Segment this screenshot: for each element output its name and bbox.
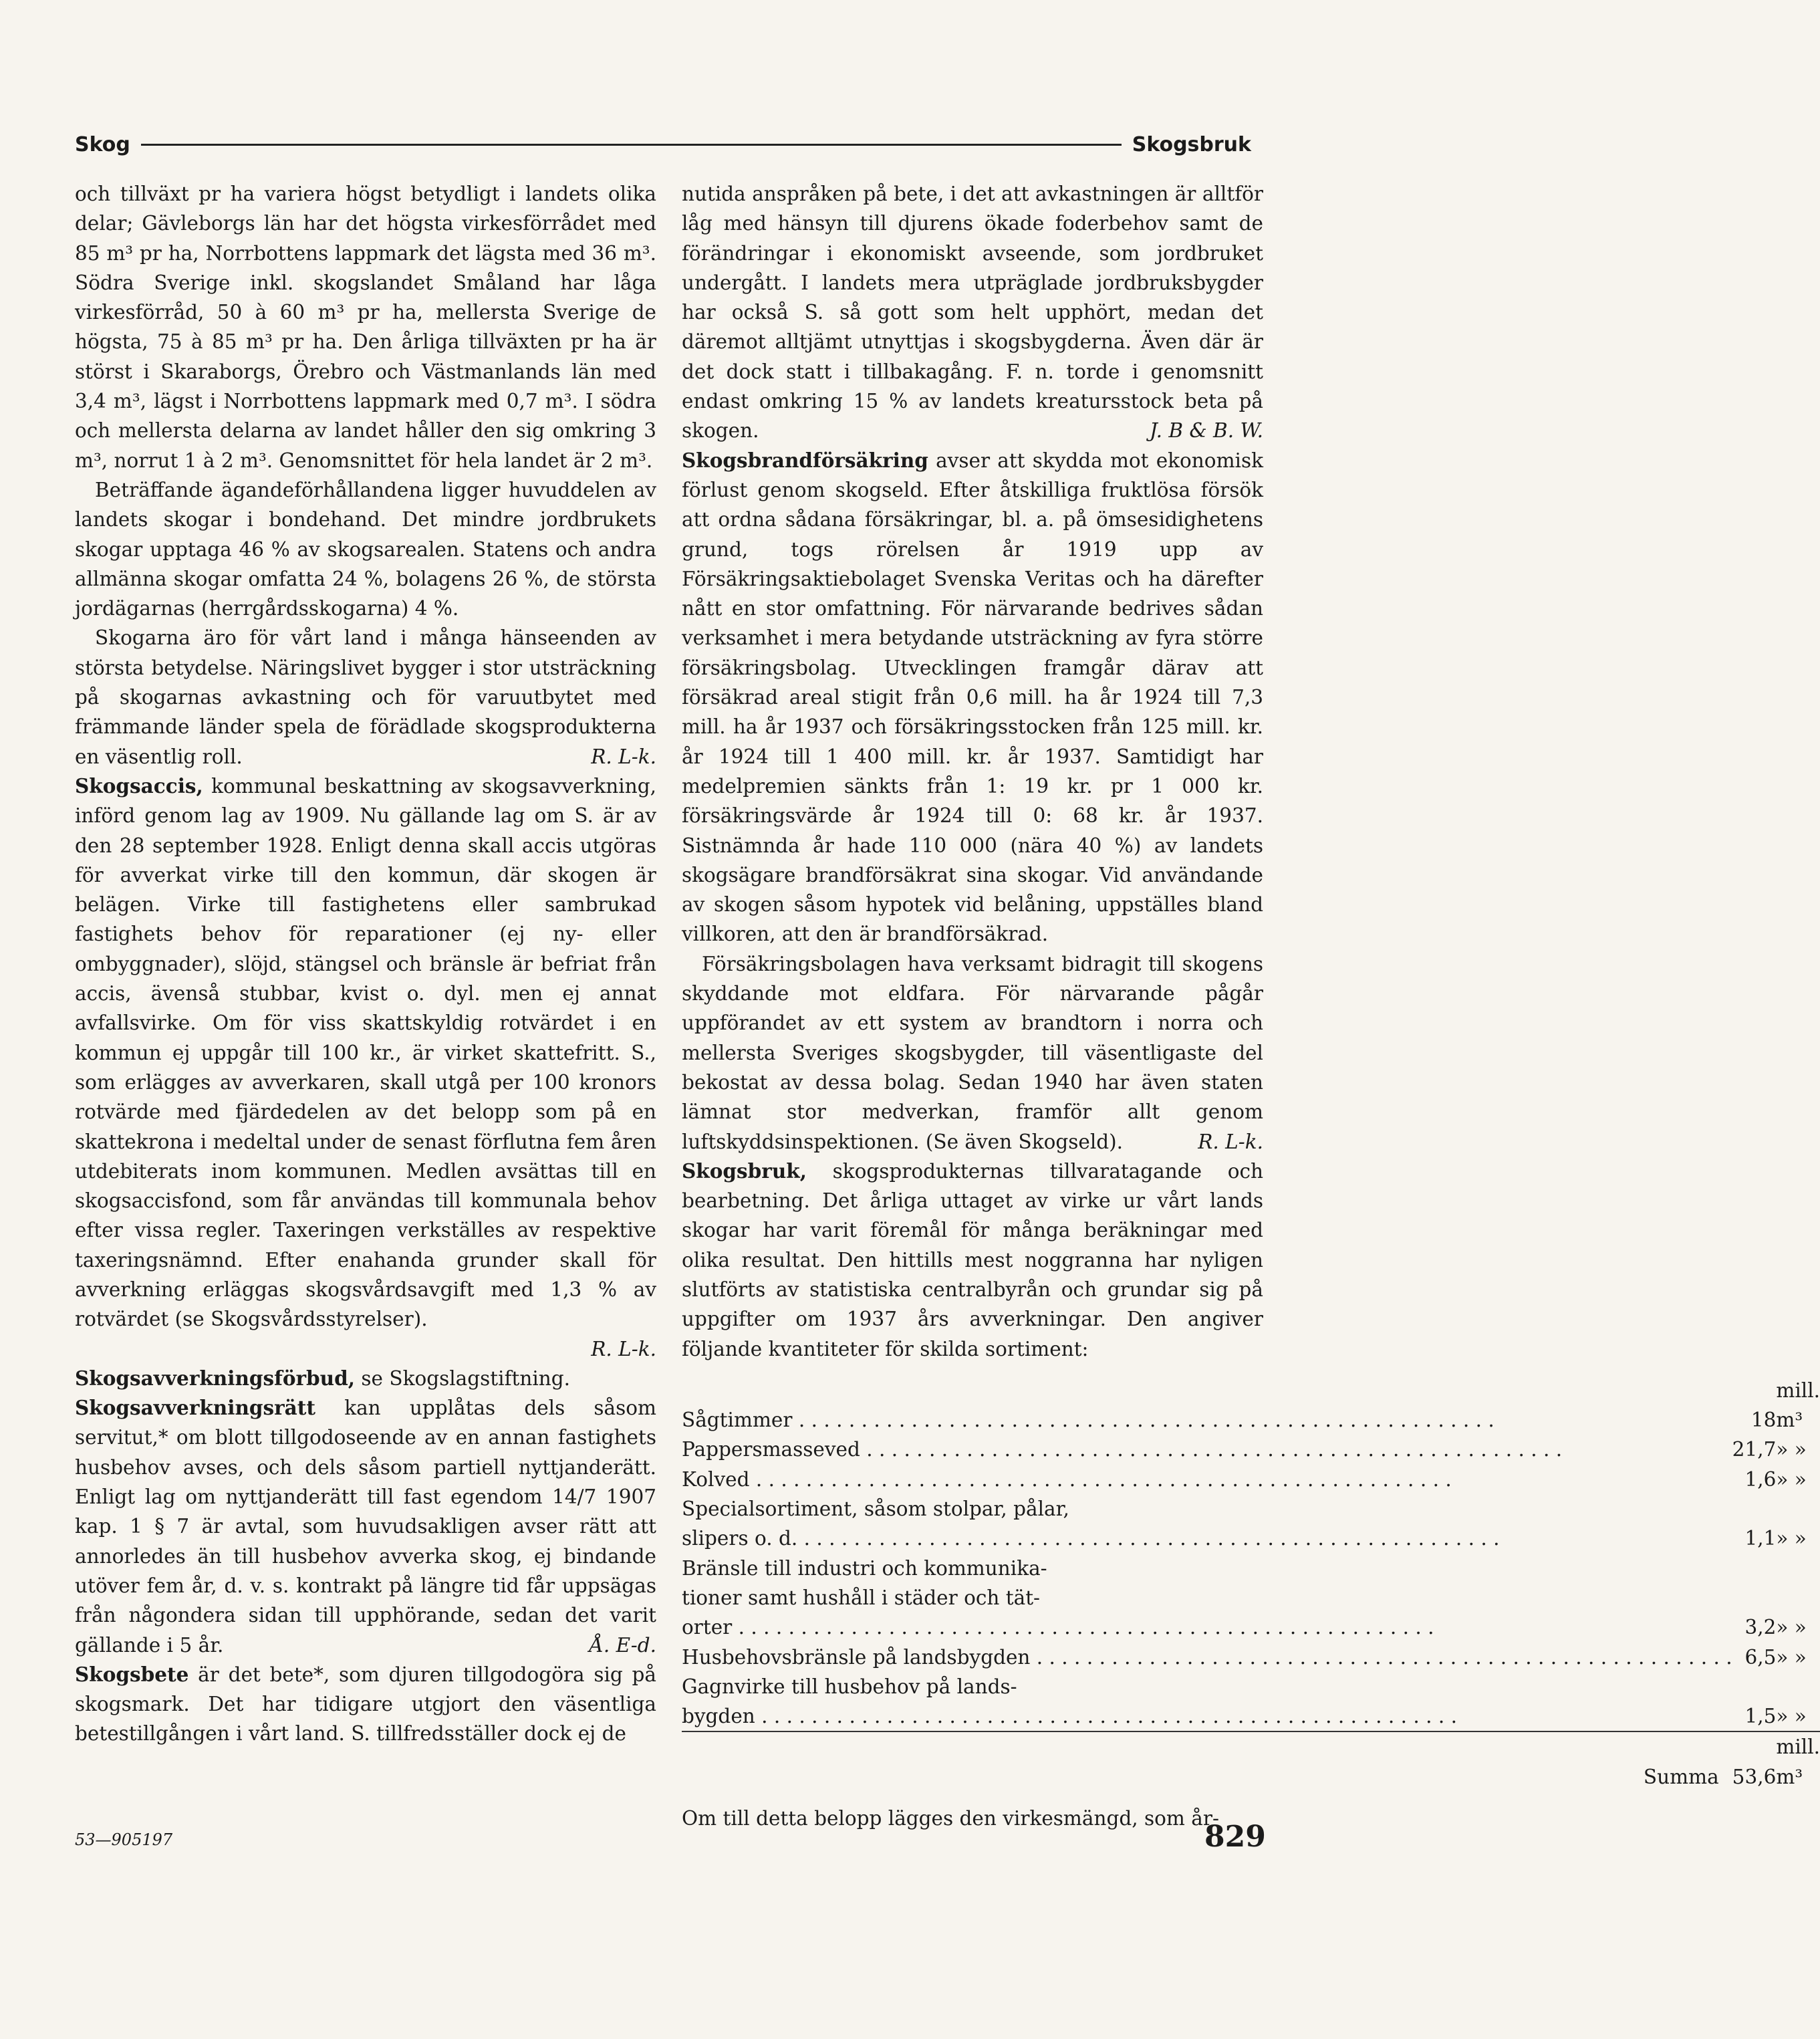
row-unit: mill. m³ [1776, 1378, 1820, 1432]
table-row [682, 1435, 1820, 1464]
row-label: Husbehovsbränsle på landsbygden . . . [682, 1643, 1732, 1672]
row-label: Kolved . . . [682, 1465, 1732, 1494]
author-signature: J. B & B. W. [1150, 419, 1263, 443]
row-label: Bränsle till industri och kommunika- [682, 1556, 1047, 1580]
entry-headword: Skogsavverkningsförbud, [75, 1366, 356, 1390]
row-unit: » » [1776, 1645, 1807, 1669]
sum-label: Summa [682, 1731, 1732, 1792]
table-row [682, 1494, 1820, 1524]
row-value: 18 [1750, 1409, 1777, 1432]
entry-body: kan upplåtas dels såsom servitut,* om blott tillgodoseende av en annan fastighets husbehov avses, och dels såsom partiell nyttjanderätt. Enligt lag om nyttjanderätt till fast egendom 14/7 1907 kap. 1 § 7 är avtal, som huvudsakligen avser rätt att annorledes än till husbehov avverka skog, ej bindande utöver fem år, d. v. s. kontrakt på längre tid får uppsägas från någondera sidan till upphörande, sedan det varit gällande i 5 år. [75, 1397, 656, 1657]
table-row [682, 1612, 1820, 1642]
row-unit: » » [1776, 1705, 1807, 1728]
row-value: 21,7 [1732, 1438, 1777, 1461]
author-signature: R. L-k. [591, 1337, 656, 1360]
entry-headword: Skogsavverkningsrätt [75, 1396, 316, 1420]
printer-signature: 53—905197 [75, 1830, 173, 1849]
entry-headword: Skogsbrandförsäkring [682, 448, 928, 472]
paragraph-text: Försäkringsbolagen hava verksamt bidragit till skogens skyddande mot eldfara. För närvarande pågår uppförandet av ett system av brandtorn i norra och mellersta Sveriges skogsbygder, till väsentligaste del bekostat av dessa bolag. Sedan 1940 har även staten lämnat stor medverkan, framför allt genom luftskyddsinspektionen. (Se även Skogseld). [682, 952, 1263, 1153]
table-row [682, 1524, 1820, 1553]
author-signature: R. L-k. [591, 745, 656, 768]
table-row [682, 1672, 1820, 1701]
entry-body: kommunal beskattning av skogsavverkning, införd genom lag av 1909. Nu gällande lag om S. är av den 28 september 1928. Enligt denna skall accis utgöras för avverkat virke till den kommun, där skogen är belägen. Virke till fastighetens eller sambrukad fastighets behov för reparationer (ej ny- eller ombyggnader), slöjd, stängsel och bränsle är befriat från accis, ävenså stubbar, kvist o. dyl. men ej annat avfallsvirke. Om för viss skattskyldig rotvärdet i en kommun ej uppgår till 100 kr., är virket skattefritt. S., som erlägges av avverkaren, skall utgå per 100 kronors rotvärde med fjärdedelen av det belopp som på en skattekrona i medeltal under de senast förflutna fem åren utdebiterats inom kommunen. Medlen avsättas till en skogsaccisfond, som får användas till kommunala behov efter vissa regler. Taxeringen verkställes av respektive taxeringsnämnd. Efter enahanda grunder skall för avverkning erläggas skogsvårdsavgift med 1,3 % av rotvärdet (se Skogsvårdsstyrelser). [75, 774, 656, 1331]
row-label-cont: orter . . . [682, 1612, 1732, 1642]
paragraph-text: Skogarna äro för vårt land i många hänseenden av största betydelse. Näringslivet bygger i stor utsträckning på skogarnas avkastning och för varuutbytet med främmande länder spela de förädlade skogsprodukterna en väsentlig roll. [75, 626, 656, 768]
sum-unit: mill. m³ [1776, 1731, 1820, 1792]
row-label: Gagnvirke till husbehov på lands- [682, 1675, 1017, 1698]
entry-headword: Skogsbete [75, 1662, 189, 1686]
paragraph: och tillväxt pr ha variera högst betydligt i landets olika delar; Gävleborgs län har det högsta virkesförrådet med 85 m³ pr ha, Norrbottens lappmark det lägsta med 36 m³. Södra Sverige inkl. skogslandet Småland har låga virkesförråd, 50 à 60 m³ pr ha, mellersta Sverige de högsta, 75 à 85 m³ pr ha. Den årliga tillväxten pr ha är störst i Skaraborgs, Örebro och Västmanlands län med 3,4 m³, lägst i Norrbottens lappmark med 0,7 m³. I södra och mellersta delarna av landet håller den sig omkring 3 m³, norrut 1 à 2 m³. Genomsnittet för hela landet är 2 m³. [75, 183, 656, 472]
paragraph-text: nutida anspråken på bete, i det att avkastningen är alltför låg med hänsyn till djurens ökade foderbehov samt de förändringar i ekonomiskt avseende, som jordbruket undergått. I landets mera utpräglade jordbruksbygder har också S. så gott som helt upphört, medan det däremot alltjämt utnyttjas i skogsbygderna. Även där är det dock statt i tillbakagång. F. n. torde i genomsnitt endast omkring 15 % av landets kreatursstock beta på skogen. [682, 183, 1263, 443]
row-unit: » » [1776, 1527, 1807, 1550]
right-column [682, 179, 1820, 1833]
row-label-cont: bygden . . . [682, 1701, 1732, 1731]
paragraph [75, 623, 656, 771]
row-label: Sågtimmer . . . [682, 1405, 1732, 1435]
row-value: 1,6 [1744, 1467, 1777, 1491]
row-value: 6,5 [1744, 1645, 1777, 1669]
entry-headword: Skogsaccis, [75, 773, 203, 798]
table-row [682, 1701, 1820, 1731]
entry-skogsavverkningsratt [75, 1393, 656, 1660]
row-unit: » » [1776, 1467, 1807, 1491]
table-row [682, 1376, 1820, 1435]
table-row [682, 1465, 1820, 1494]
header-left: Skog [75, 132, 130, 156]
entry-body: avser att skydda mot ekonomisk förlust genom skogseld. Efter åtskilliga fruktlösa försök att ordna sådana försäkringar, bl. a. på ömsesidighetens grund, togs rörelsen år 1919 upp av Försäkringsaktiebolaget Svenska Veritas och ha därefter nått en stor omfattning. För närvarande bedrives sådan verksamhet i mera betydande utsträckning av fyra större försäkringsbolag. Utvecklingen framgår därav att försäkrad areal stigit från 0,6 mill. ha år 1924 till 7,3 mill. ha år 1937 och försäkringsstocken från 125 mill. kr. år 1924 till 1 400 mill. kr. år 1937. Samtidigt har medelpremien sänkts från 1: 19 kr. pr 1 000 kr. försäkringsvärde år 1924 till 0: 68 kr. år 1937. Sistnämnda år hade 110 000 (nära 40 %) av landets skogsägare brandförsäkrat sina skogar. Vid användande av skogen såsom hypotek vid belåning, uppställes bland villkoren, att den är brandförsäkrad. [682, 449, 1263, 946]
paragraph: Beträffande ägandeförhållandena ligger huvuddelen av landets skogar i bondehand. Det mindre jordbrukets skogar upptaga 46 % av skogsarealen. Statens och andra allmänna skogar omfatta 24 %, bolagens 26 %, de största jordägarnas (herrgårdsskogarna) 4 %. [75, 478, 656, 620]
running-header [75, 131, 1251, 158]
row-unit: » » [1776, 1616, 1807, 1639]
table-sum-row [682, 1731, 1820, 1792]
author-signature: R. L-k. [1198, 1130, 1263, 1153]
left-column [75, 179, 656, 1749]
paragraph [682, 949, 1263, 1157]
row-label: Pappersmasseved . . . [682, 1435, 1732, 1464]
row-label: Specialsortiment, såsom stolpar, pålar, [682, 1497, 1069, 1521]
paragraph [682, 179, 1263, 446]
entry-headword: Skogsbruk, [682, 1159, 807, 1183]
row-value: 1,1 [1744, 1527, 1777, 1550]
assortment-table [682, 1376, 1820, 1792]
paragraph: Om till detta belopp lägges den virkesmängd, som år- [682, 1807, 1219, 1830]
row-label-cont: tioner samt hushåll i städer och tät- [682, 1586, 1041, 1609]
row-label-cont: slipers o. d. . . . [682, 1524, 1732, 1553]
entry-body: se Skogslagstiftning. [355, 1366, 571, 1390]
row-value: 1,5 [1744, 1705, 1777, 1728]
entry-body: är det bete*, som djuren tillgodogöra sig på skogsmark. Det har tidigare utgjort den väsentliga betestillgången i vårt land. S. tillfredsställer dock ej de [75, 1663, 656, 1746]
page-number: 829 [1204, 1820, 1266, 1854]
entry-skogsbete [75, 1660, 656, 1749]
header-rule [141, 144, 1122, 146]
header-right: Skogsbruk [1132, 132, 1251, 156]
table-row [682, 1643, 1820, 1672]
row-unit: » » [1776, 1438, 1807, 1461]
entry-body: skogsprodukternas tillvaratagande och bearbetning. Det årliga uttaget av virke ur vårt lands skogar har varit föremål för många beräkningar med olika resultat. Den hittills mest noggranna har nyligen slutförts av statistiska centralbyrån och grundar sig på uppgifter om 1937 års avverkningar. Den angiver följande kvantiteter för skilda sortiment: [682, 1159, 1263, 1360]
table-row [682, 1583, 1820, 1612]
entry-skogsbruk [682, 1157, 1263, 1364]
entry-skogsaccis [75, 771, 656, 1364]
entry-skogsavverkningsforbud [75, 1364, 656, 1393]
entry-skogsbrandforsakring [682, 446, 1263, 949]
author-signature: Å. E-d. [589, 1633, 656, 1657]
table-row [682, 1554, 1820, 1583]
sum-value: 53,6 [1732, 1731, 1777, 1792]
row-value: 3,2 [1744, 1616, 1777, 1639]
